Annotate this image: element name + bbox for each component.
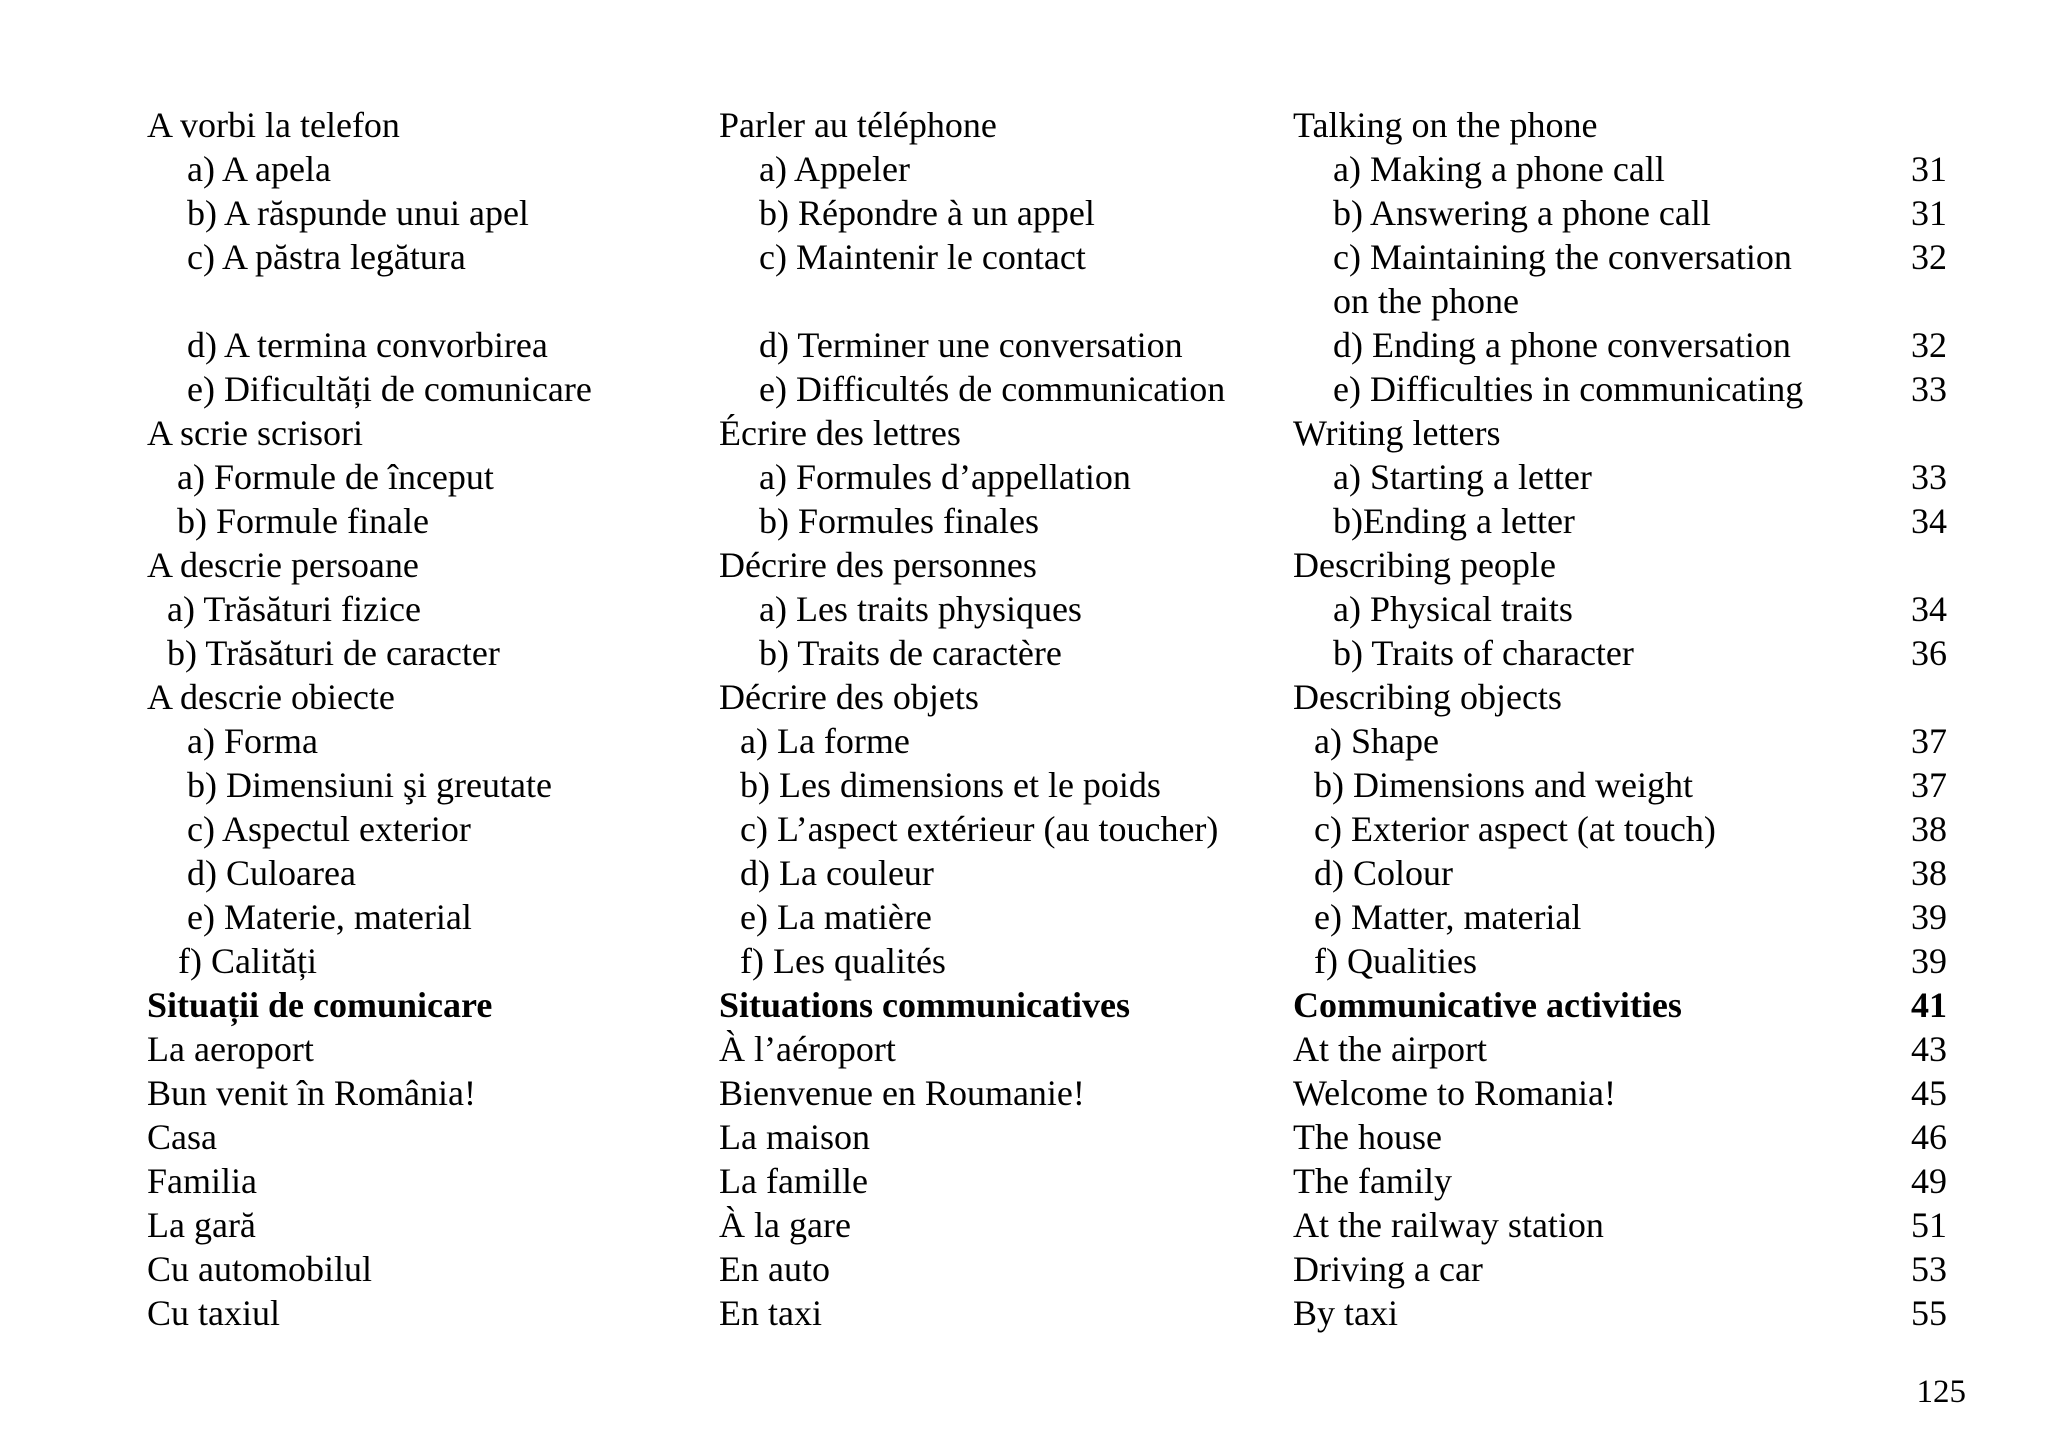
entry-english: Driving a car [1293, 1249, 1483, 1289]
entry-romanian: c) A păstra legătura [187, 237, 466, 277]
entry-page-number: 49 [1911, 1161, 1947, 1201]
entry-page-number: 32 [1911, 237, 1947, 277]
toc-row [0, 411, 2048, 455]
entry-english: By taxi [1293, 1293, 1398, 1333]
entry-romanian: e) Materie, material [187, 897, 472, 937]
entry-romanian: a) Formule de început [177, 457, 494, 497]
entry-french: a) Appeler [759, 149, 910, 189]
entry-english: on the phone [1333, 281, 1519, 321]
entry-french: b) Formules finales [759, 501, 1039, 541]
entry-page-number: 55 [1911, 1293, 1947, 1333]
table-of-contents [0, 103, 2048, 1335]
entry-page-number: 36 [1911, 633, 1947, 673]
entry-english: a) Physical traits [1333, 589, 1573, 629]
entry-page-number: 31 [1911, 193, 1947, 233]
entry-romanian: Bun venit în România! [147, 1073, 476, 1113]
entry-english: Describing objects [1293, 677, 1562, 717]
entry-english: Describing people [1293, 545, 1556, 585]
entry-romanian: f) Calități [178, 941, 317, 981]
entry-romanian: a) Trăsături fizice [167, 589, 421, 629]
entry-french: e) Difficultés de communication [759, 369, 1226, 409]
entry-french: c) Maintenir le contact [759, 237, 1086, 277]
entry-english: b)Ending a letter [1333, 501, 1575, 541]
toc-row [0, 807, 2048, 851]
entry-page-number: 37 [1911, 721, 1947, 761]
entry-page-number: 39 [1911, 941, 1947, 981]
entry-page-number: 51 [1911, 1205, 1947, 1245]
entry-romanian: La aeroport [147, 1029, 314, 1069]
entry-page-number: 32 [1911, 325, 1947, 365]
entry-english: Talking on the phone [1293, 105, 1598, 145]
entry-english: c) Maintaining the conversation [1333, 237, 1792, 277]
entry-romanian: d) Culoarea [187, 853, 356, 893]
entry-english: a) Shape [1314, 721, 1439, 761]
entry-french: a) La forme [740, 721, 910, 761]
toc-row [0, 1071, 2048, 1115]
entry-page-number: 53 [1911, 1249, 1947, 1289]
entry-french: e) La matière [740, 897, 932, 937]
toc-row [0, 323, 2048, 367]
entry-english: b) Traits of character [1333, 633, 1634, 673]
entry-romanian: Cu taxiul [147, 1293, 280, 1333]
entry-french: b) Répondre à un appel [759, 193, 1095, 233]
entry-romanian: Familia [147, 1161, 257, 1201]
toc-row [0, 103, 2048, 147]
toc-row [0, 367, 2048, 411]
entry-page-number: 38 [1911, 853, 1947, 893]
entry-page-number: 33 [1911, 457, 1947, 497]
toc-row [0, 455, 2048, 499]
entry-french: En taxi [719, 1293, 822, 1333]
entry-french: a) Les traits physiques [759, 589, 1082, 629]
toc-row [0, 147, 2048, 191]
toc-row [0, 939, 2048, 983]
entry-french: Décrire des personnes [719, 545, 1037, 585]
entry-english: d) Ending a phone conversation [1333, 325, 1791, 365]
toc-row [0, 719, 2048, 763]
toc-row [0, 1159, 2048, 1203]
entry-romanian: A scrie scrisori [147, 413, 363, 453]
entry-french: f) Les qualités [740, 941, 946, 981]
toc-row [0, 543, 2048, 587]
entry-page-number: 33 [1911, 369, 1947, 409]
entry-french: En auto [719, 1249, 830, 1289]
toc-row [0, 499, 2048, 543]
entry-english: b) Dimensions and weight [1314, 765, 1693, 805]
entry-english: a) Making a phone call [1333, 149, 1665, 189]
toc-row [0, 851, 2048, 895]
entry-romanian: Situații de comunicare [147, 985, 493, 1025]
entry-french: Situations communicatives [719, 985, 1131, 1025]
entry-romanian: La gară [147, 1205, 256, 1245]
entry-english: At the railway station [1293, 1205, 1604, 1245]
entry-romanian: b) A răspunde unui apel [187, 193, 529, 233]
entry-french: Parler au téléphone [719, 105, 997, 145]
entry-romanian: d) A termina convorbirea [187, 325, 548, 365]
entry-english: Welcome to Romania! [1293, 1073, 1616, 1113]
toc-row [0, 279, 2048, 323]
entry-french: a) Formules d’appellation [759, 457, 1131, 497]
entry-english: c) Exterior aspect (at touch) [1314, 809, 1716, 849]
entry-page-number: 43 [1911, 1029, 1947, 1069]
entry-french: La famille [719, 1161, 868, 1201]
entry-romanian: a) A apela [187, 149, 331, 189]
entry-page-number: 34 [1911, 501, 1947, 541]
entry-page-number: 38 [1911, 809, 1947, 849]
entry-page-number: 37 [1911, 765, 1947, 805]
entry-french: Décrire des objets [719, 677, 979, 717]
entry-english: The family [1293, 1161, 1452, 1201]
entry-english: e) Difficulties in communicating [1333, 369, 1804, 409]
toc-row [0, 895, 2048, 939]
toc-row [0, 1247, 2048, 1291]
entry-page-number: 45 [1911, 1073, 1947, 1113]
toc-row [0, 675, 2048, 719]
entry-romanian: A descrie persoane [147, 545, 419, 585]
entry-page-number: 41 [1911, 985, 1947, 1025]
entry-english: At the airport [1293, 1029, 1487, 1069]
toc-row [0, 763, 2048, 807]
entry-french: d) Terminer une conversation [759, 325, 1183, 365]
toc-row [0, 631, 2048, 675]
toc-row [0, 1115, 2048, 1159]
entry-french: Bienvenue en Roumanie! [719, 1073, 1085, 1113]
entry-english: f) Qualities [1314, 941, 1477, 981]
entry-english: The house [1293, 1117, 1442, 1157]
entry-romanian: A descrie obiecte [147, 677, 395, 717]
entry-romanian: A vorbi la telefon [147, 105, 400, 145]
entry-page-number: 31 [1911, 149, 1947, 189]
entry-french: b) Les dimensions et le poids [740, 765, 1161, 805]
toc-row [0, 587, 2048, 631]
toc-section-heading-row [0, 983, 2048, 1027]
entry-french: À la gare [719, 1205, 851, 1245]
toc-row [0, 191, 2048, 235]
entry-english: a) Starting a letter [1333, 457, 1592, 497]
entry-french: c) L’aspect extérieur (au toucher) [740, 809, 1219, 849]
entry-romanian: Cu automobilul [147, 1249, 372, 1289]
entry-romanian: Casa [147, 1117, 217, 1157]
entry-page-number: 39 [1911, 897, 1947, 937]
entry-romanian: b) Trăsături de caracter [167, 633, 500, 673]
entry-french: d) La couleur [740, 853, 934, 893]
entry-french: À l’aéroport [719, 1029, 896, 1069]
entry-english: b) Answering a phone call [1333, 193, 1711, 233]
entry-romanian: e) Dificultăți de comunicare [187, 369, 592, 409]
toc-row [0, 235, 2048, 279]
entry-romanian: b) Formule finale [177, 501, 429, 541]
toc-row [0, 1291, 2048, 1335]
entry-page-number: 34 [1911, 589, 1947, 629]
entry-romanian: b) Dimensiuni şi greutate [187, 765, 552, 805]
toc-row [0, 1203, 2048, 1247]
entry-english: e) Matter, material [1314, 897, 1582, 937]
toc-row [0, 1027, 2048, 1071]
entry-page-number: 46 [1911, 1117, 1947, 1157]
entry-french: La maison [719, 1117, 870, 1157]
entry-romanian: c) Aspectul exterior [187, 809, 471, 849]
entry-english: Writing letters [1293, 413, 1501, 453]
entry-french: b) Traits de caractère [759, 633, 1062, 673]
page-number: 125 [1916, 1374, 1966, 1410]
entry-french: Écrire des lettres [719, 413, 961, 453]
entry-romanian: a) Forma [187, 721, 318, 761]
entry-english: Communicative activities [1293, 985, 1682, 1025]
entry-english: d) Colour [1314, 853, 1453, 893]
